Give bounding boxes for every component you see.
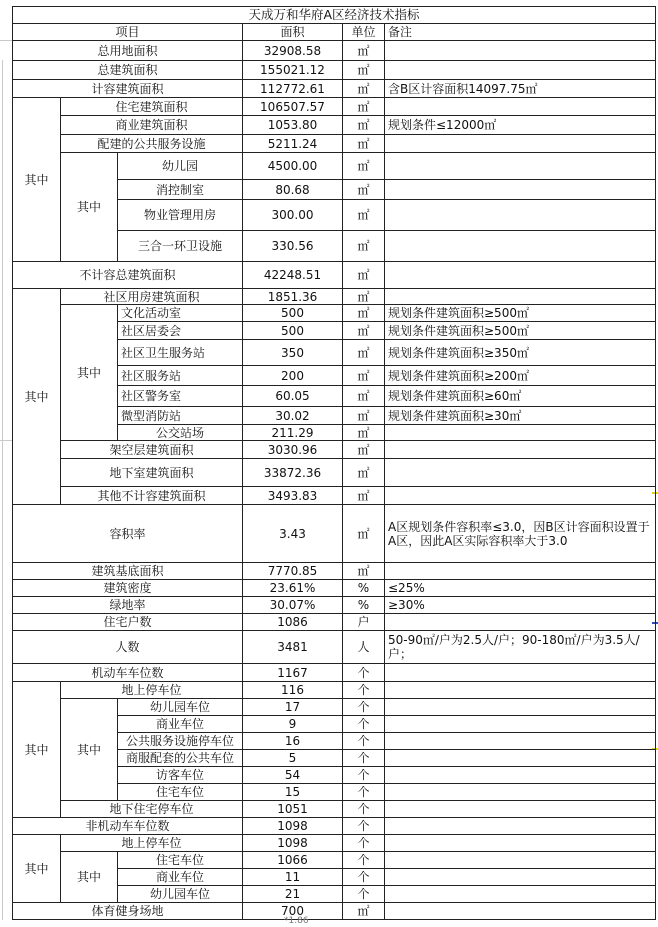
row-note bbox=[385, 441, 656, 459]
row-value: 500 bbox=[243, 305, 343, 322]
row-unit: 个 bbox=[343, 664, 385, 682]
row-value: 330.56 bbox=[243, 231, 343, 262]
row-label: 文化活动室 bbox=[118, 305, 243, 322]
row-label: 幼儿园车位 bbox=[118, 699, 243, 716]
row-note bbox=[385, 425, 656, 441]
row-label: 配建的公共服务设施 bbox=[61, 135, 243, 153]
row-unit: 个 bbox=[343, 784, 385, 801]
row-unit: 个 bbox=[343, 801, 385, 818]
row-value: 3481 bbox=[243, 631, 343, 664]
row-label: 公交站场 bbox=[118, 425, 243, 441]
row-note bbox=[385, 262, 656, 289]
row-label: 商业建筑面积 bbox=[61, 116, 243, 135]
row-note bbox=[385, 664, 656, 682]
row-unit: ㎡ bbox=[343, 305, 385, 322]
table-row bbox=[13, 116, 656, 135]
row-unit: 户 bbox=[343, 614, 385, 631]
row-note bbox=[385, 784, 656, 801]
row-unit: ㎡ bbox=[343, 340, 385, 366]
table-row bbox=[13, 563, 656, 580]
row-unit: 人 bbox=[343, 631, 385, 664]
row-note: ≤25% bbox=[385, 580, 656, 597]
row-label: 住宅建筑面积 bbox=[61, 98, 243, 116]
row-value: 211.29 bbox=[243, 425, 343, 441]
row-note bbox=[385, 733, 656, 750]
row-value: 54 bbox=[243, 767, 343, 784]
table-row bbox=[13, 664, 656, 682]
row-note bbox=[385, 767, 656, 784]
table-row bbox=[13, 682, 656, 699]
table-row bbox=[13, 699, 656, 716]
row-note bbox=[385, 200, 656, 231]
row-label: 计容建筑面积 bbox=[13, 80, 243, 98]
row-label: 地上停车位 bbox=[61, 835, 243, 852]
row-unit: ㎡ bbox=[343, 459, 385, 487]
group-label-qizhong: 其中 bbox=[13, 835, 61, 903]
group-label-qizhong: 其中 bbox=[13, 289, 61, 505]
table-row bbox=[13, 818, 656, 835]
row-unit: ㎡ bbox=[343, 180, 385, 200]
row-value: 30.02 bbox=[243, 407, 343, 425]
row-note: 50-90㎡/户为2.5人/户；90-180㎡/户为3.5人/户； bbox=[385, 631, 656, 664]
row-value: 60.05 bbox=[243, 386, 343, 407]
row-label: 社区警务室 bbox=[118, 386, 243, 407]
row-value: 106507.57 bbox=[243, 98, 343, 116]
row-unit: ㎡ bbox=[343, 505, 385, 563]
indicator-table bbox=[12, 6, 656, 920]
table-row bbox=[13, 289, 656, 305]
table-title: 天成万和华府A区经济技术指标 bbox=[13, 7, 656, 24]
subgroup-label-qizhong: 其中 bbox=[61, 153, 118, 262]
row-note bbox=[385, 835, 656, 852]
row-label: 商服配套的公共车位 bbox=[118, 750, 243, 767]
row-label: 商业车位 bbox=[118, 869, 243, 886]
row-note bbox=[385, 682, 656, 699]
row-label: 住宅车位 bbox=[118, 852, 243, 869]
row-unit: 个 bbox=[343, 852, 385, 869]
row-unit: ㎡ bbox=[343, 153, 385, 180]
row-unit: ㎡ bbox=[343, 41, 385, 61]
table-row bbox=[13, 801, 656, 818]
table-row bbox=[13, 305, 656, 322]
row-note: 规划条件建筑面积≥500㎡ bbox=[385, 322, 656, 340]
row-label: 地下住宅停车位 bbox=[61, 801, 243, 818]
row-value: 155021.12 bbox=[243, 61, 343, 80]
row-value: 33872.36 bbox=[243, 459, 343, 487]
row-label: 建筑基底面积 bbox=[13, 563, 243, 580]
row-note bbox=[385, 852, 656, 869]
row-value: 350 bbox=[243, 340, 343, 366]
row-unit: ㎡ bbox=[343, 407, 385, 425]
row-value: 700 bbox=[243, 903, 343, 920]
row-value: 3.43 bbox=[243, 505, 343, 563]
row-note: 规划条件建筑面积≥350㎡ bbox=[385, 340, 656, 366]
row-label: 住宅车位 bbox=[118, 784, 243, 801]
row-note: 规划条件建筑面积≥500㎡ bbox=[385, 305, 656, 322]
row-value: 80.68 bbox=[243, 180, 343, 200]
row-unit: 个 bbox=[343, 716, 385, 733]
row-label: 幼儿园 bbox=[118, 153, 243, 180]
row-value: 1053.80 bbox=[243, 116, 343, 135]
row-value: 5211.24 bbox=[243, 135, 343, 153]
table-row bbox=[13, 597, 656, 614]
row-value: 9 bbox=[243, 716, 343, 733]
row-note bbox=[385, 459, 656, 487]
row-unit: ㎡ bbox=[343, 98, 385, 116]
header-item: 项目 bbox=[13, 24, 243, 41]
group-label-qizhong: 其中 bbox=[13, 98, 61, 262]
row-value: 11 bbox=[243, 869, 343, 886]
row-note bbox=[385, 487, 656, 505]
row-value: 5 bbox=[243, 750, 343, 767]
row-label: 非机动车车位数 bbox=[13, 818, 243, 835]
table-row bbox=[13, 580, 656, 597]
row-note bbox=[385, 563, 656, 580]
subgroup-label-qizhong: 其中 bbox=[61, 305, 118, 441]
row-unit: 个 bbox=[343, 699, 385, 716]
row-value: 1098 bbox=[243, 835, 343, 852]
table-row bbox=[13, 631, 656, 664]
row-value: 23.61% bbox=[243, 580, 343, 597]
row-unit: ㎡ bbox=[343, 487, 385, 505]
row-value: 17 bbox=[243, 699, 343, 716]
subgroup-label-qizhong: 其中 bbox=[61, 852, 118, 903]
row-unit: 个 bbox=[343, 869, 385, 886]
table-row bbox=[13, 41, 656, 61]
row-unit: ㎡ bbox=[343, 135, 385, 153]
header-row bbox=[13, 24, 656, 41]
row-unit: ㎡ bbox=[343, 386, 385, 407]
row-unit: ㎡ bbox=[343, 200, 385, 231]
table-row bbox=[13, 903, 656, 920]
table-row bbox=[13, 835, 656, 852]
table-row bbox=[13, 98, 656, 116]
row-label: 地上停车位 bbox=[61, 682, 243, 699]
row-value: 30.07% bbox=[243, 597, 343, 614]
row-unit: 个 bbox=[343, 682, 385, 699]
row-value: 200 bbox=[243, 366, 343, 386]
row-value: 15 bbox=[243, 784, 343, 801]
table-row bbox=[13, 441, 656, 459]
indicator-table-sheet bbox=[12, 6, 655, 920]
row-label: 人数 bbox=[13, 631, 243, 664]
header-unit: 单位 bbox=[343, 24, 385, 41]
row-unit: 个 bbox=[343, 818, 385, 835]
row-label: 社区服务站 bbox=[118, 366, 243, 386]
row-note bbox=[385, 699, 656, 716]
row-value: 4500.00 bbox=[243, 153, 343, 180]
row-note bbox=[385, 903, 656, 920]
row-note bbox=[385, 153, 656, 180]
row-value: 3030.96 bbox=[243, 441, 343, 459]
row-label: 不计容总建筑面积 bbox=[13, 262, 243, 289]
row-label: 绿地率 bbox=[13, 597, 243, 614]
row-label: 幼儿园车位 bbox=[118, 886, 243, 903]
row-unit: ㎡ bbox=[343, 80, 385, 98]
row-label: 其他不计容建筑面积 bbox=[61, 487, 243, 505]
row-note bbox=[385, 289, 656, 305]
bottom-mark: *1.86 bbox=[284, 916, 309, 926]
row-unit: ㎡ bbox=[343, 903, 385, 920]
row-value: 116 bbox=[243, 682, 343, 699]
row-label: 社区卫生服务站 bbox=[118, 340, 243, 366]
row-value: 1051 bbox=[243, 801, 343, 818]
row-value: 3493.83 bbox=[243, 487, 343, 505]
row-unit: 个 bbox=[343, 835, 385, 852]
row-unit: ㎡ bbox=[343, 441, 385, 459]
row-unit: ㎡ bbox=[343, 116, 385, 135]
table-row bbox=[13, 80, 656, 98]
background-line bbox=[0, 40, 12, 41]
row-note: ≥30% bbox=[385, 597, 656, 614]
row-unit: ㎡ bbox=[343, 262, 385, 289]
table-row bbox=[13, 262, 656, 289]
table-row bbox=[13, 153, 656, 180]
row-note bbox=[385, 869, 656, 886]
row-label: 建筑密度 bbox=[13, 580, 243, 597]
row-value: 1098 bbox=[243, 818, 343, 835]
row-unit: 个 bbox=[343, 733, 385, 750]
row-unit: ㎡ bbox=[343, 289, 385, 305]
row-unit: 个 bbox=[343, 767, 385, 784]
row-note bbox=[385, 750, 656, 767]
background-line bbox=[0, 440, 12, 441]
row-note: A区规划条件容积率≤3.0，因B区计容面积设置于A区，因此A区实际容积率大于3.0 bbox=[385, 505, 656, 563]
row-label: 总用地面积 bbox=[13, 41, 243, 61]
table-row bbox=[13, 135, 656, 153]
header-note: 备注 bbox=[385, 24, 656, 41]
row-label: 社区用房建筑面积 bbox=[61, 289, 243, 305]
row-value: 42248.51 bbox=[243, 262, 343, 289]
row-label: 地下室建筑面积 bbox=[61, 459, 243, 487]
row-label: 微型消防站 bbox=[118, 407, 243, 425]
table-row bbox=[13, 614, 656, 631]
row-note bbox=[385, 61, 656, 80]
table-row bbox=[13, 487, 656, 505]
row-value: 7770.85 bbox=[243, 563, 343, 580]
row-label: 总建筑面积 bbox=[13, 61, 243, 80]
row-label: 架空层建筑面积 bbox=[61, 441, 243, 459]
row-label: 消控制室 bbox=[118, 180, 243, 200]
row-label: 住宅户数 bbox=[13, 614, 243, 631]
row-value: 32908.58 bbox=[243, 41, 343, 61]
row-unit: 个 bbox=[343, 750, 385, 767]
row-value: 1851.36 bbox=[243, 289, 343, 305]
table-row bbox=[13, 505, 656, 563]
row-unit: % bbox=[343, 597, 385, 614]
row-label: 社区居委会 bbox=[118, 322, 243, 340]
row-value: 16 bbox=[243, 733, 343, 750]
row-note bbox=[385, 41, 656, 61]
background-line bbox=[2, 60, 3, 920]
table-row bbox=[13, 852, 656, 869]
row-label: 物业管理用房 bbox=[118, 200, 243, 231]
subgroup-label-qizhong: 其中 bbox=[61, 699, 118, 801]
row-note bbox=[385, 614, 656, 631]
row-unit: ㎡ bbox=[343, 61, 385, 80]
header-area: 面积 bbox=[243, 24, 343, 41]
row-unit: ㎡ bbox=[343, 322, 385, 340]
table-row bbox=[13, 61, 656, 80]
row-value: 1066 bbox=[243, 852, 343, 869]
row-label: 公共服务设施停车位 bbox=[118, 733, 243, 750]
title-row bbox=[13, 7, 656, 24]
row-note: 规划条件≤12000㎡ bbox=[385, 116, 656, 135]
table-row bbox=[13, 459, 656, 487]
row-note: 规划条件建筑面积≥200㎡ bbox=[385, 366, 656, 386]
row-value: 112772.61 bbox=[243, 80, 343, 98]
row-value: 21 bbox=[243, 886, 343, 903]
row-note bbox=[385, 98, 656, 116]
row-unit: % bbox=[343, 580, 385, 597]
row-note bbox=[385, 801, 656, 818]
row-note: 规划条件建筑面积≥30㎡ bbox=[385, 407, 656, 425]
row-value: 500 bbox=[243, 322, 343, 340]
row-note bbox=[385, 716, 656, 733]
row-note bbox=[385, 886, 656, 903]
row-note bbox=[385, 135, 656, 153]
row-unit: ㎡ bbox=[343, 425, 385, 441]
row-label: 三合一环卫设施 bbox=[118, 231, 243, 262]
row-unit: ㎡ bbox=[343, 231, 385, 262]
group-label-qizhong: 其中 bbox=[13, 682, 61, 818]
row-note bbox=[385, 180, 656, 200]
row-label: 访客车位 bbox=[118, 767, 243, 784]
row-value: 1167 bbox=[243, 664, 343, 682]
row-unit: ㎡ bbox=[343, 563, 385, 580]
row-unit: 个 bbox=[343, 886, 385, 903]
row-note: 规划条件建筑面积≥60㎡ bbox=[385, 386, 656, 407]
row-unit: ㎡ bbox=[343, 366, 385, 386]
row-value: 1086 bbox=[243, 614, 343, 631]
row-label: 机动车车位数 bbox=[13, 664, 243, 682]
row-note: 含B区计容面积14097.75㎡ bbox=[385, 80, 656, 98]
row-label: 体育健身场地 bbox=[13, 903, 243, 920]
row-note bbox=[385, 818, 656, 835]
row-label: 容积率 bbox=[13, 505, 243, 563]
row-value: 300.00 bbox=[243, 200, 343, 231]
row-note bbox=[385, 231, 656, 262]
row-label: 商业车位 bbox=[118, 716, 243, 733]
